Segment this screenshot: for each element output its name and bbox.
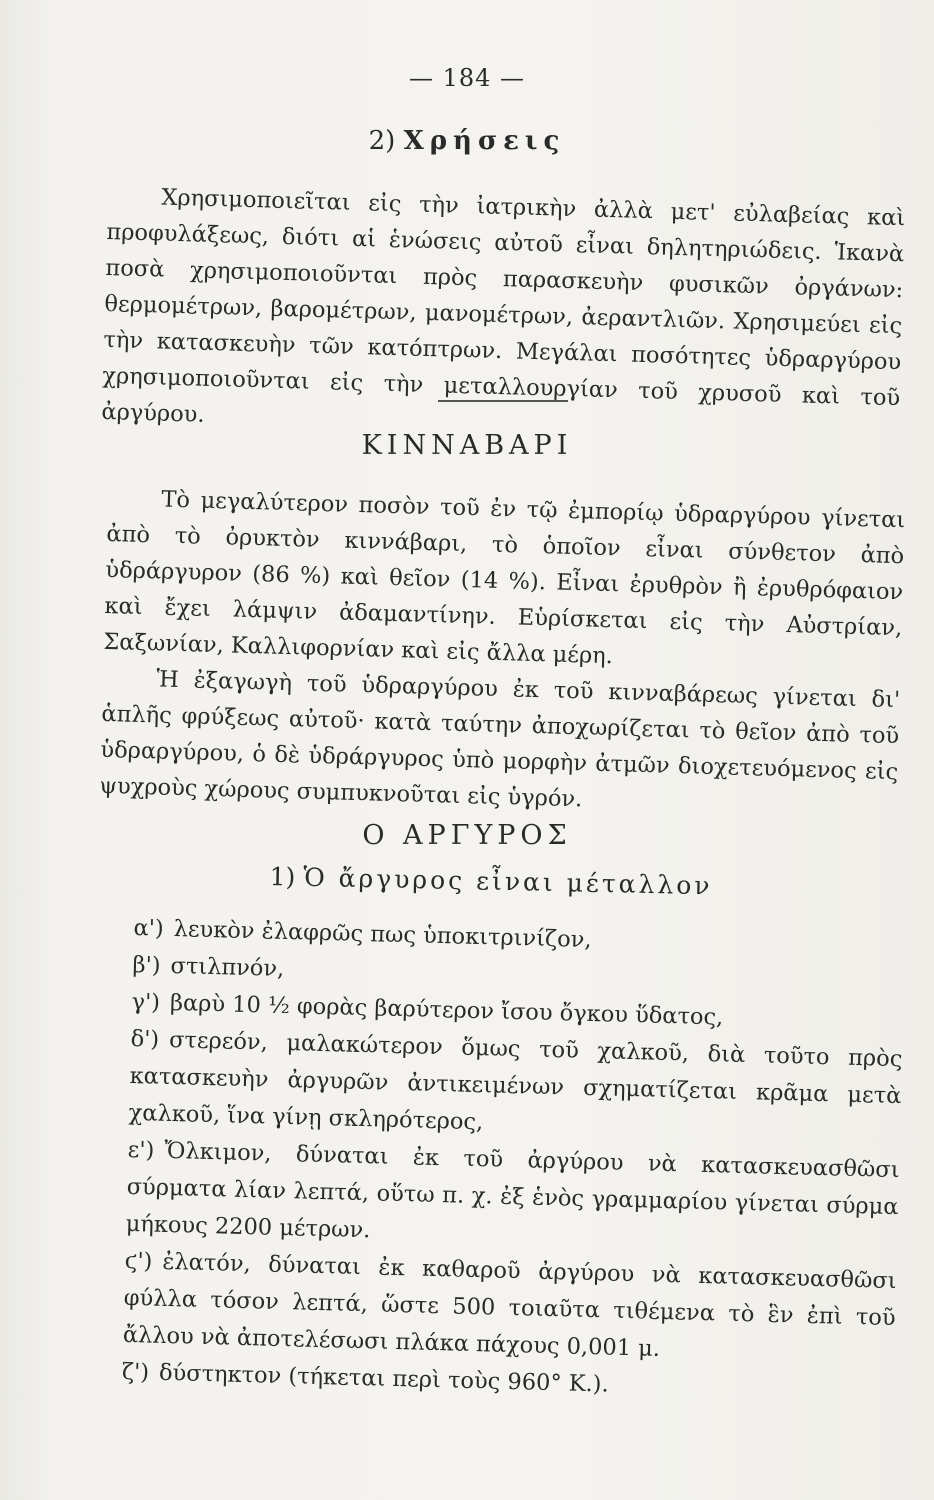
list-item-marker: ϛ') [124, 1247, 153, 1275]
silver-subheading [269, 862, 869, 904]
list-item-marker: δ') [130, 1025, 160, 1053]
section-divider [438, 400, 568, 402]
page-number: — 184 — [408, 64, 526, 92]
list-item-text: Ὄλκιμον, δύναται ἐκ τοῦ ἀργύρου νὰ κατασκευασθῶσι σύρματα λίαν λεπτά, οὕτω π. χ. ἐξ ἑνὸς γραμμαρίου γίνεται σύρμα μήκους 2200 μέτρων. [125, 1137, 900, 1244]
list-item-text: βαρὺ 10 ½ φορὰς βαρύτερον ἴσου ὄγκου ὕδατος, [169, 989, 724, 1031]
cinnabar-title: ΚΙΝΝΑΒΑΡΙ [361, 430, 573, 461]
list-item-text: λευκὸν ἐλαφρῶς πως ὑποκιτρινίζον, [173, 916, 592, 953]
list-item-marker: β') [132, 951, 161, 979]
silver-subheading-number: 1) [269, 862, 296, 892]
cinnabar-text-block [99, 480, 906, 826]
list-item-text: δύστηκτον (τήκεται περὶ τοὺς 960° Κ.). [158, 1359, 610, 1398]
list-item [128, 1021, 903, 1152]
uses-heading-number: 2) [368, 126, 396, 156]
list-item-marker: ζ') [121, 1358, 150, 1386]
list-item-text: στιλπνόν, [170, 952, 285, 982]
list-item-text: ἐλατόν, δύναται ἐκ καθαροῦ ἀργύρου νὰ κατασκευασθῶσι φύλλα τόσον λεπτά, ὥστε 500 τοιαῦτα τιθέμενα τὸ ἓν ἐπὶ τοῦ ἄλλου νὰ ἀποτελέσωσι πλάκα πάχους 0,001 μ. [122, 1248, 897, 1362]
list-item [125, 1132, 900, 1263]
list-item-text: στερεόν, μαλακώτερον ὅμως τοῦ χαλκοῦ, διὰ τοῦτο πρὸς κατασκευὴν ἀργυρῶν ἀντικειμένων σχηματίζεται κρᾶμα μετὰ χαλκοῦ, ἵνα γίνῃ σκληρότερος, [128, 1026, 903, 1136]
silver-subheading-text: Ὁ ἄργυρος εἶναι μέταλλον [303, 862, 713, 901]
silver-properties-list [121, 910, 905, 1411]
cinnabar-paragraph-2: Ἡ ἐξαγωγὴ τοῦ ὑδραργύρου ἐκ τοῦ κινναβάρεως γίνεται δι' ἁπλῆς φρύξεως αὐτοῦ· κατὰ ταύτην ἀποχωρίζεται τὸ θεῖον ἀπὸ τοῦ ὑδραργύρου, ὁ δὲ ὑδράργυρος ὑπὸ μορφὴν ἀτμῶν διοχετευόμενος εἰς ψυχροὺς χώρους συμπυκνοῦται εἰς ὑγρόν. [99, 666, 901, 813]
cinnabar-paragraph-1: Τὸ μεγαλύτερον ποσὸν τοῦ ἐν τῷ ἐμπορίῳ ὑδραργύρου γίνεται ἀπὸ τὸ ὀρυκτὸν κιννάβαρι, τὸ ὁποῖον εἶναι σύνθετον ἀπὸ ὑδράργυρον (86 %) καὶ θεῖον (14 %). Εἶναι ἐρυθρὸν ἢ ἐρυθρόφαιον καὶ ἔχει λάμψιν ἀδαμαντίνην. Εὑρίσκεται εἰς τὴν Αὐστρίαν, Σαξωνίαν, Καλλιφορνίαν καὶ εἰς ἄλλα μέρη. [103, 486, 906, 670]
list-item [122, 1243, 897, 1374]
silver-title: Ο ΑΡΓΥΡΟΣ [362, 820, 572, 851]
list-item-marker: γ') [131, 988, 161, 1016]
list-item-marker: ε') [127, 1136, 155, 1164]
uses-heading [0, 126, 934, 156]
uses-paragraph-block [101, 178, 906, 452]
uses-paragraph: Χρησιμοποιεῖται εἰς τὴν ἰατρικὴν ἀλλὰ μετ' εὐλαβείας καὶ προφυλάξεως, διότι αἱ ἑνώσεις αὐτοῦ εἶναι δηλητηριώδεις. Ἱκανὰ ποσὰ χρησιμοποιοῦνται πρὸς παρασκευὴν φυσικῶν ὀργάνων: θερμομέτρων, βαρομέτρων, μανομέτρων, ἀεραντλιῶν. Χρησιμεύει εἰς τὴν κατασκευὴν τῶν κατόπτρων. Μεγάλαι ποσότητες ὑδραργύρου χρησιμοποιοῦνται εἰς τὴν μεταλλουργίαν τοῦ χρυσοῦ καὶ τοῦ ἀργύρου. [101, 184, 906, 428]
uses-heading-title: Χρήσεις [403, 126, 566, 156]
list-item-marker: α') [133, 914, 165, 942]
